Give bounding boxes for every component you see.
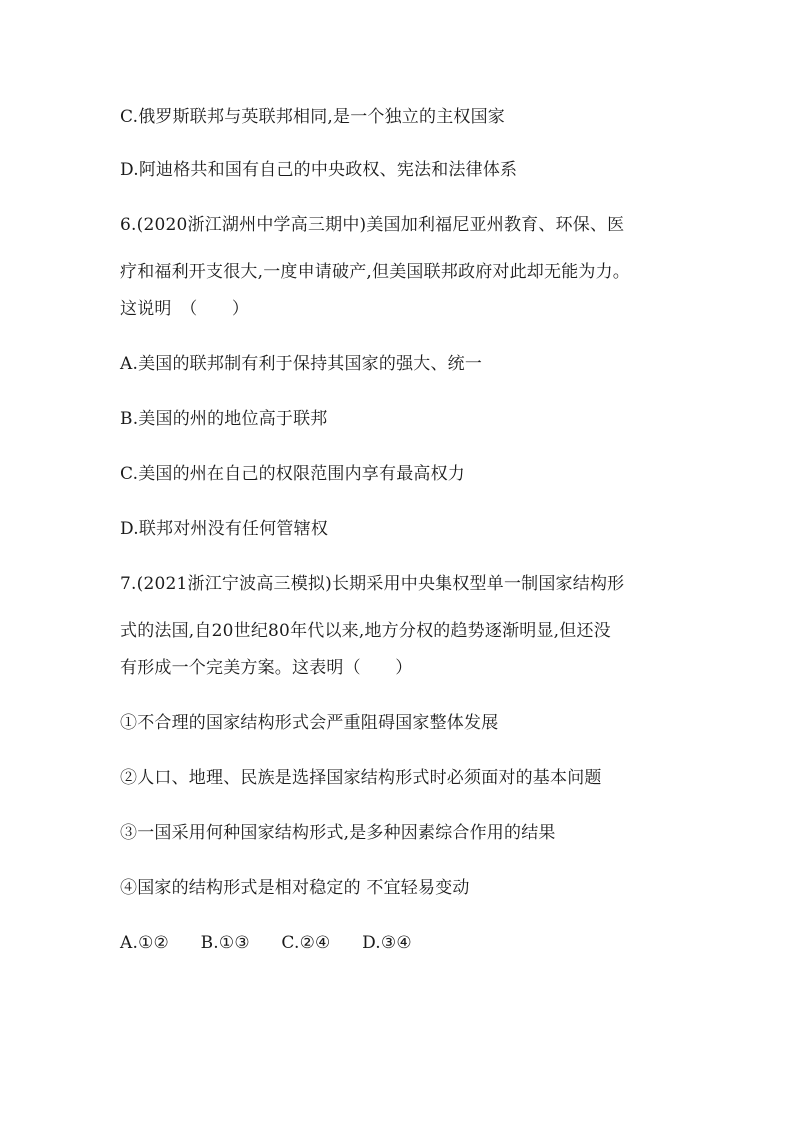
- statement-1-q7: ①不合理的国家结构形式会严重阻碍国家整体发展: [120, 713, 499, 733]
- question-6-line-1: 6.(2020浙江湖州中学高三期中)美国加利福尼亚州教育、环保、医: [120, 215, 625, 235]
- option-b-q6: B.美国的州的地位高于联邦: [120, 409, 328, 429]
- question-7-line-2: 式的法国,自20世纪80年代以来,地方分权的趋势逐渐明显,但还没: [120, 621, 611, 641]
- statement-4-q7: ④国家的结构形式是相对稳定的 不宜轻易变动: [120, 878, 470, 898]
- option-c-q5: C.俄罗斯联邦与英联邦相同,是一个独立的主权国家: [120, 107, 506, 127]
- answer-choice-d: D.③④: [362, 933, 412, 953]
- answer-choice-c: C.②④: [281, 933, 331, 953]
- answer-choices-q7: [120, 933, 438, 953]
- question-7-line-3: 有形成一个完美方案。这表明（ ）: [120, 658, 413, 678]
- option-c-q6: C.美国的州在自己的权限范围内享有最高权力: [120, 464, 466, 484]
- option-d-q5: D.阿迪格共和国有自己的中央政权、宪法和法律体系: [120, 160, 518, 180]
- question-7-line-1: 7.(2021浙江宁波高三模拟)长期采用中央集权型单一制国家结构形: [120, 574, 625, 594]
- question-6-line-3: 这说明 （ ）: [120, 299, 250, 319]
- answer-choice-a: A.①②: [120, 933, 169, 953]
- statement-2-q7: ②人口、地理、民族是选择国家结构形式时必须面对的基本问题: [120, 768, 602, 788]
- option-a-q6: A.美国的联邦制有利于保持其国家的强大、统一: [120, 354, 483, 374]
- statement-3-q7: ③一国采用何种国家结构形式,是多种因素综合作用的结果: [120, 823, 556, 843]
- option-d-q6: D.联邦对州没有任何管辖权: [120, 519, 329, 539]
- question-6-line-2: 疗和福利开支很大,一度申请破产,但美国联邦政府对此却无能为力。: [120, 262, 631, 282]
- answer-choice-b: B.①③: [200, 933, 250, 953]
